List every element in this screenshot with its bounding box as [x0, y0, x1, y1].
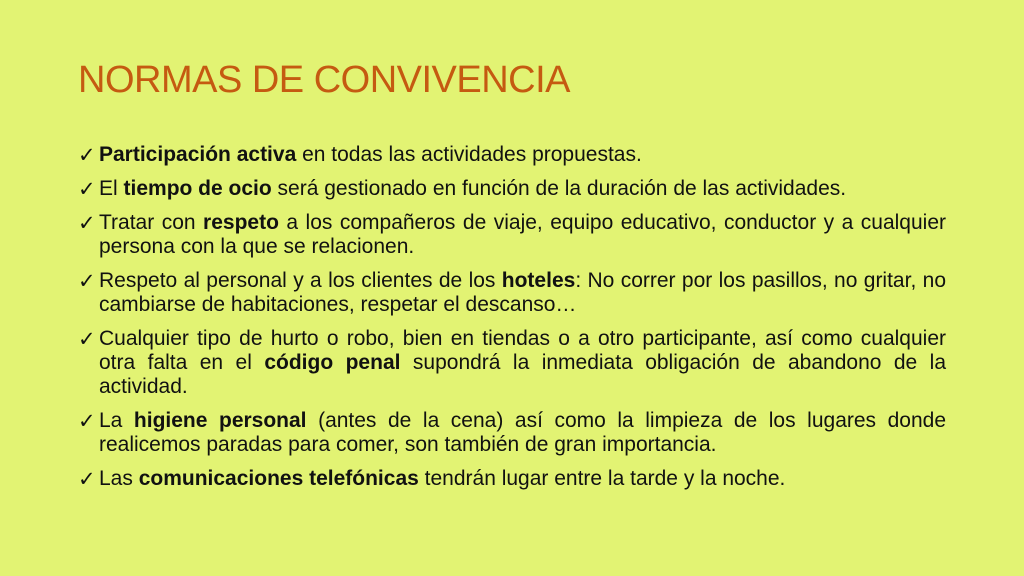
bullet-text-before: La [99, 409, 134, 432]
bullet-item [78, 143, 946, 167]
bullet-text-before: Cualquier tipo de hurto o robo, bien en tiendas o a otro participante, así como cualquier otra falta en el [99, 327, 946, 374]
checkmark-icon: ✓ [78, 177, 96, 201]
bullet-text-bold: comunicaciones telefónicas [138, 467, 419, 490]
bullet-text-bold: higiene personal [133, 409, 307, 432]
bullet-item [78, 409, 946, 457]
bullet-text-after: a los compañeros de viaje, equipo educativo, conductor y a cualquier persona con la que se relacionen. [99, 211, 947, 258]
bullet-text-after: (antes de la cena) así como la limpieza de los lugares donde realicemos paradas para comer, son también de gran importancia. [99, 409, 946, 456]
bullet-item [78, 177, 946, 201]
bullet-text-bold: tiempo de ocio [123, 177, 272, 200]
checkmark-icon: ✓ [78, 211, 96, 235]
bullet-item [78, 327, 946, 399]
checkmark-icon: ✓ [78, 327, 96, 351]
bullet-item [78, 467, 946, 491]
bullet-item [78, 211, 946, 259]
bullet-text-before: Tratar con [99, 211, 204, 234]
bullet-text-after: : No correr por los pasillos, no gritar, no cambiarse de habitaciones, respetar el descanso… [99, 269, 946, 316]
bullet-text-bold: código penal [264, 351, 401, 374]
bullet-text-after: tendrán lugar entre la tarde y la noche. [418, 467, 786, 490]
checkmark-icon: ✓ [78, 269, 96, 293]
checkmark-icon: ✓ [78, 467, 96, 491]
bullet-text-before: Las [99, 467, 139, 490]
bullet-text-after: supondrá la inmediata obligación de abandono de la actividad. [99, 351, 947, 398]
checkmark-icon: ✓ [78, 143, 96, 167]
bullet-text-bold: hoteles [501, 269, 576, 292]
bullet-text-after: será gestionado en función de la duración de las actividades. [271, 177, 847, 200]
bullet-text-after: en todas las actividades propuestas. [296, 143, 642, 166]
checkmark-icon: ✓ [78, 409, 96, 433]
bullet-item [78, 269, 946, 317]
bullet-text-before: Respeto al personal y a los clientes de los [99, 269, 502, 292]
bullet-text-bold: respeto [203, 211, 279, 234]
bullet-text-before: El [99, 177, 124, 200]
bullet-text-bold: Participación activa [99, 143, 297, 166]
slide-title: NORMAS DE CONVIVENCIA [78, 59, 571, 101]
bullet-list [78, 143, 946, 501]
